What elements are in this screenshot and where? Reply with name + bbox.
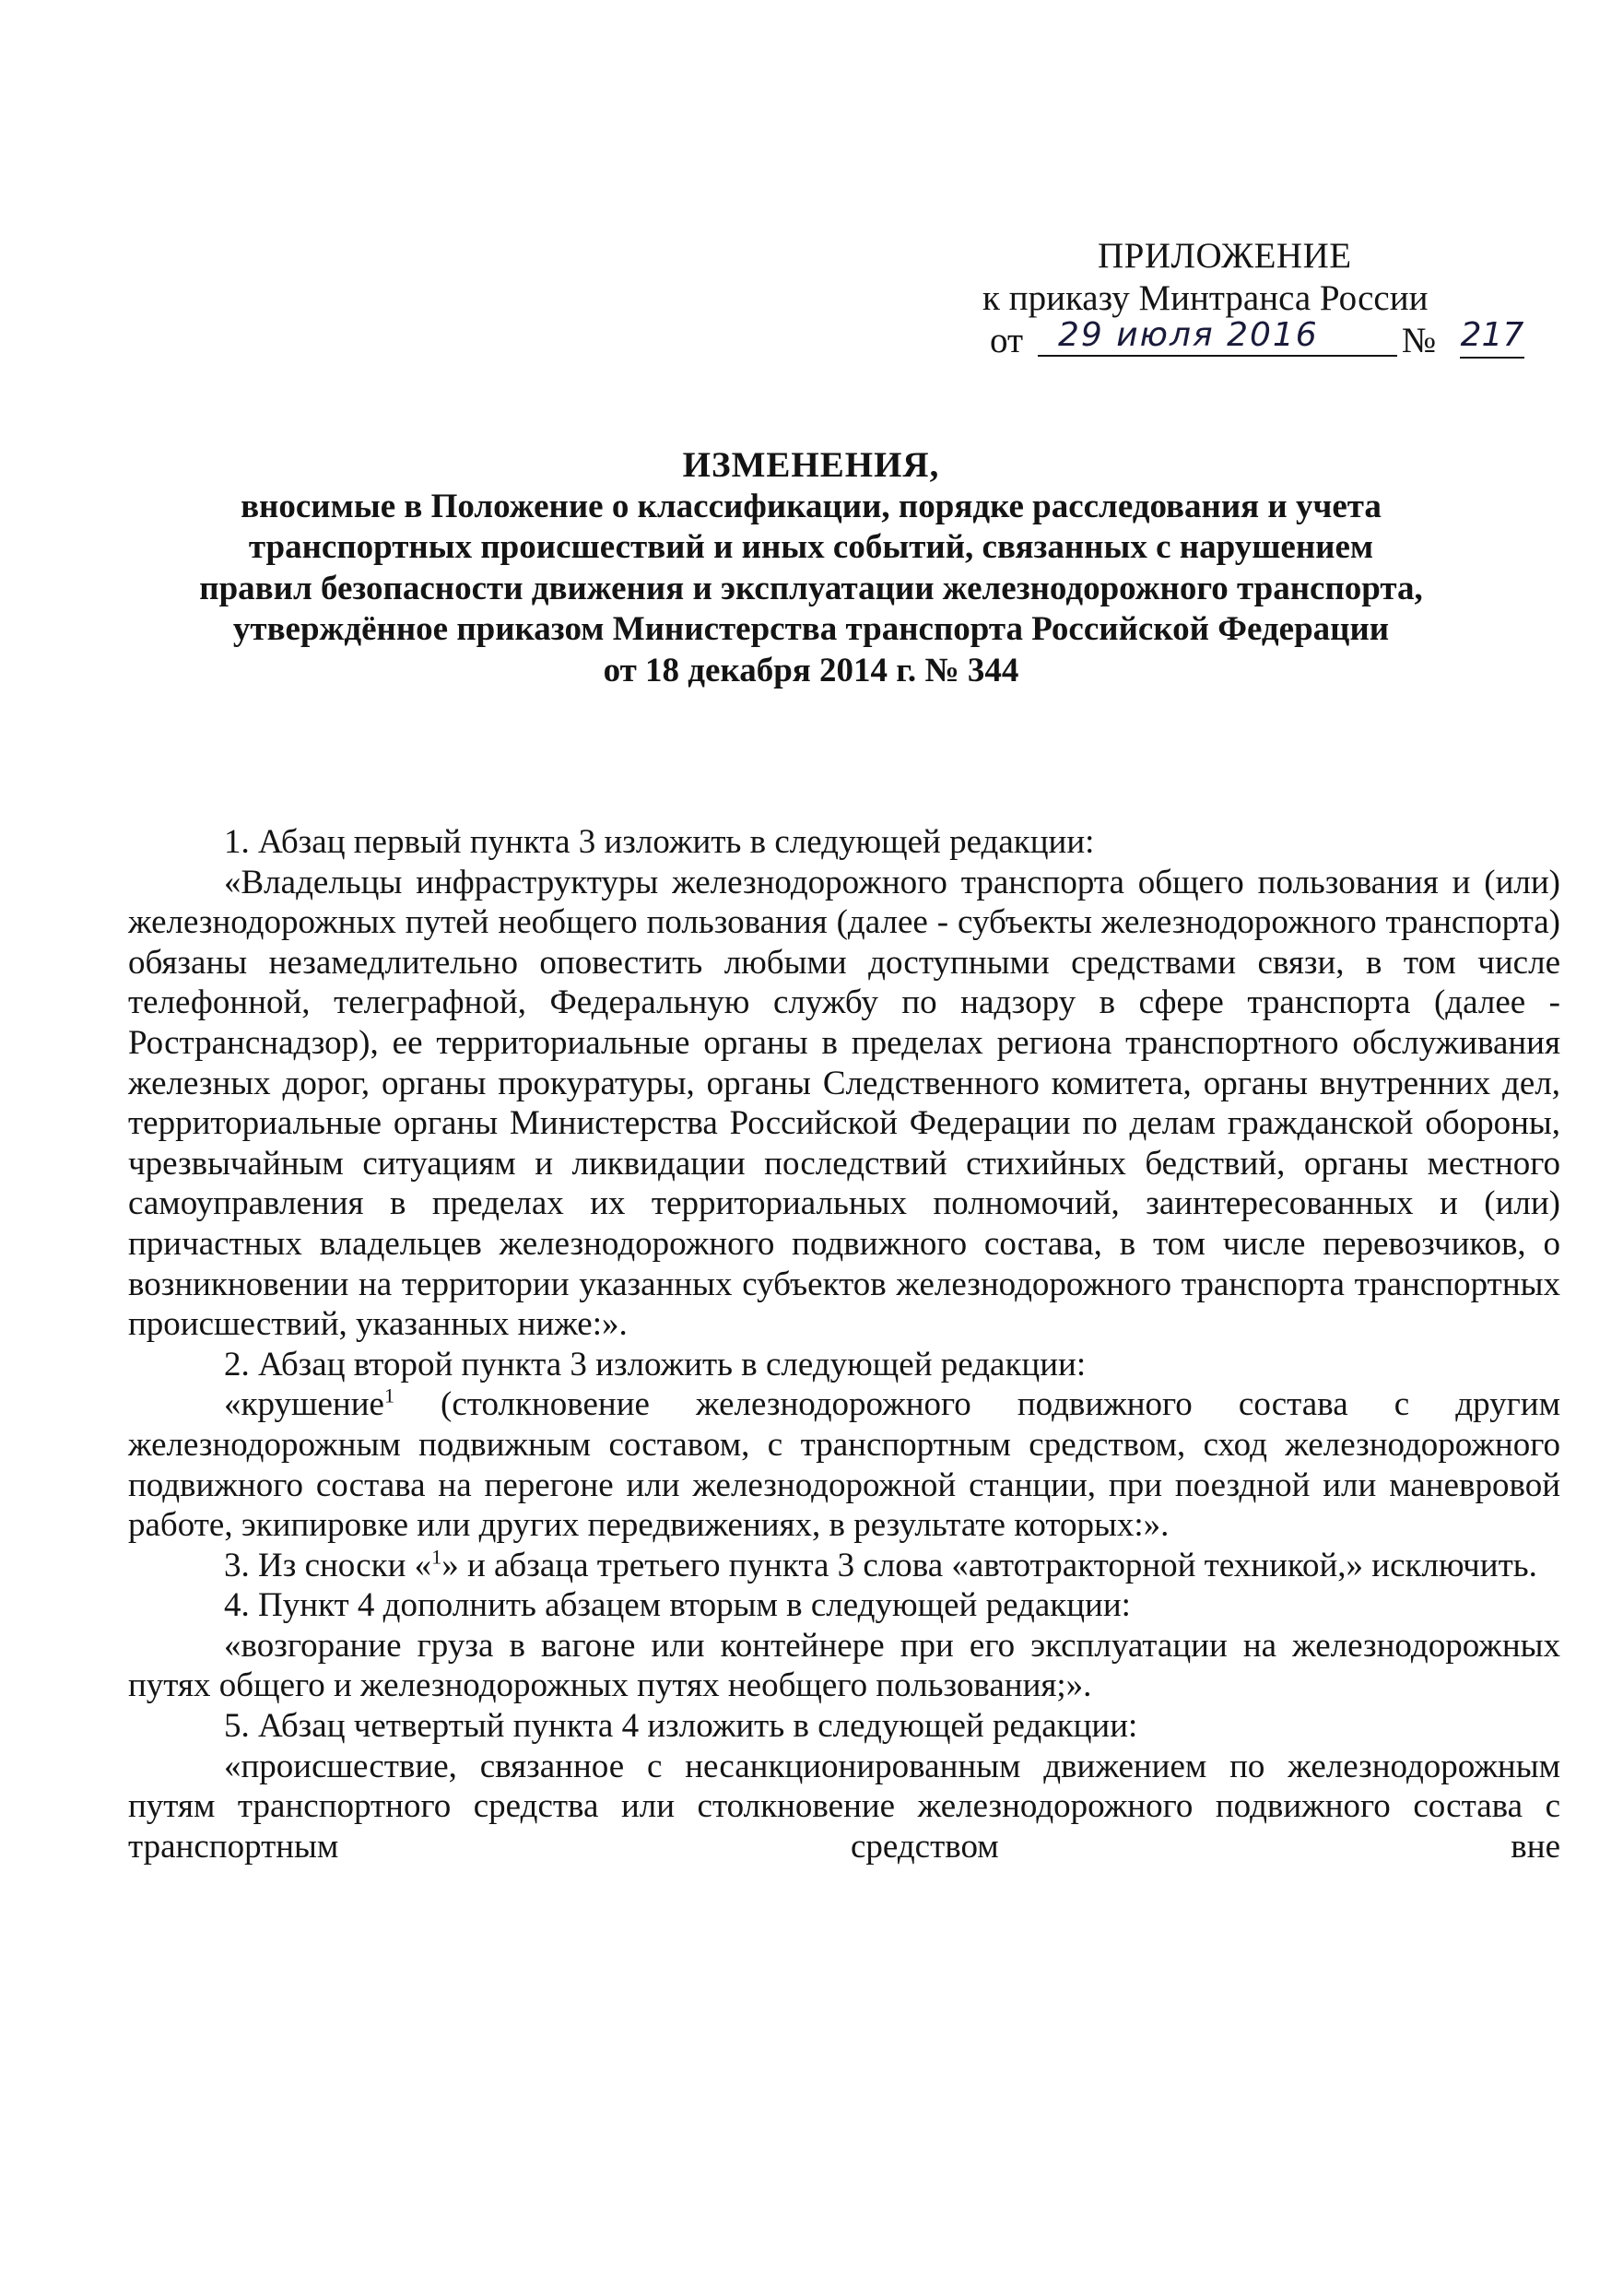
item-2-quote bbox=[128, 1384, 1560, 1545]
appendix-block bbox=[982, 235, 1524, 366]
item-3-start: 3. Из сноски « bbox=[224, 1546, 432, 1584]
handwritten-date: 29 июля 2016 bbox=[1038, 314, 1397, 357]
item-1: 1. Абзац первый пункта 3 изложить в следующей редакции: bbox=[224, 823, 1095, 861]
item-1-quote: «Владельцы инфраструктуры железнодорожного транспорта общего пользования и (или) железнодорожных путей необщего пользования (далее - субъекты железнодорожного транспорта) обязаны незамедлительно оповестить любыми доступными средствами связи, в том числе телефонной, телеграфной, Федеральную службу по надзору в сфере транспорта (далее - Ространснадзор), ее территориальные органы в пределах региона транспортного обслуживания железных дорог, органы прокуратуры, органы Следственного комитета, органы внутренних дел, территориальные органы Министерства Российской Федерации по делам гражданской обороны, чрезвычайным ситуациям и ликвидации последствий стихийных бедствий, органы местного самоуправления в пределах их территориальных полномочий, заинтересованных и (или) причастных владельцев железнодорожного подвижного состава, в том числе перевозчиков, о возникновении на территории указанных субъектов железнодорожного транспорта транспортных происшествий, указанных ниже:». bbox=[128, 863, 1560, 1344]
item-3 bbox=[128, 1546, 1560, 1586]
footnote-mark: 1 bbox=[383, 1383, 394, 1407]
heading-line: от 18 декабря 2014 г. № 344 bbox=[603, 651, 1019, 689]
document-heading bbox=[111, 445, 1511, 691]
item-2: 2. Абзац второй пункта 3 изложить в следующей редакции: bbox=[224, 1345, 1087, 1383]
footnote-mark: 1 bbox=[431, 1545, 442, 1569]
appendix-date-line bbox=[982, 316, 1524, 366]
item-3-rest: » и абзаца третьего пункта 3 слова «автотракторной техникой,» исключить. bbox=[441, 1546, 1537, 1584]
number-sign: № bbox=[1402, 321, 1437, 360]
heading-title: ИЗМЕНЕНИЯ, bbox=[682, 445, 940, 485]
handwritten-number: 217 bbox=[1460, 314, 1524, 359]
heading-line: транспортных происшествий и иных событий, связанных с нарушением bbox=[248, 528, 1374, 566]
heading-line: утверждённое приказом Министерства транспорта Российской Федерации bbox=[232, 610, 1390, 648]
item-5: 5. Абзац четвертый пункта 4 изложить в следующей редакции: bbox=[224, 1707, 1138, 1746]
quote-rest: (столкновение железнодорожного подвижного состава с другим железнодорожным подвижным составом, с транспортным средством, сход железнодорожного подвижного состава на перегоне или железнодорожной станции, при поездной или маневровой работе, экипировке или других передвижениях, в результате которых:». bbox=[128, 1385, 1560, 1545]
item-5-quote: «происшествие, связанное с несанкционированным движением по железнодорожным путям транспортного средства или столкновение железнодорожного подвижного состава с транспортным средством вне bbox=[128, 1747, 1560, 1866]
heading-line: правил безопасности движения и эксплуатации железнодорожного транспорта, bbox=[199, 569, 1423, 607]
item-4: 4. Пункт 4 дополнить абзацем вторым в следующей редакции: bbox=[224, 1586, 1131, 1625]
item-4-quote: «возгорание груза в вагоне или контейнере при его эксплуатации на железнодорожных путях общего и железнодорожных путях необщего пользования;». bbox=[128, 1626, 1560, 1705]
appendix-subtitle: к приказу Минтранса России bbox=[982, 278, 1429, 318]
heading-line: вносимые в Положение о классификации, порядке расследования и учета bbox=[241, 487, 1382, 525]
date-prefix: от bbox=[990, 321, 1024, 360]
document-body bbox=[128, 822, 1560, 1866]
quote-start: «крушение bbox=[224, 1385, 384, 1424]
appendix-title: ПРИЛОЖЕНИЕ bbox=[1098, 236, 1352, 276]
